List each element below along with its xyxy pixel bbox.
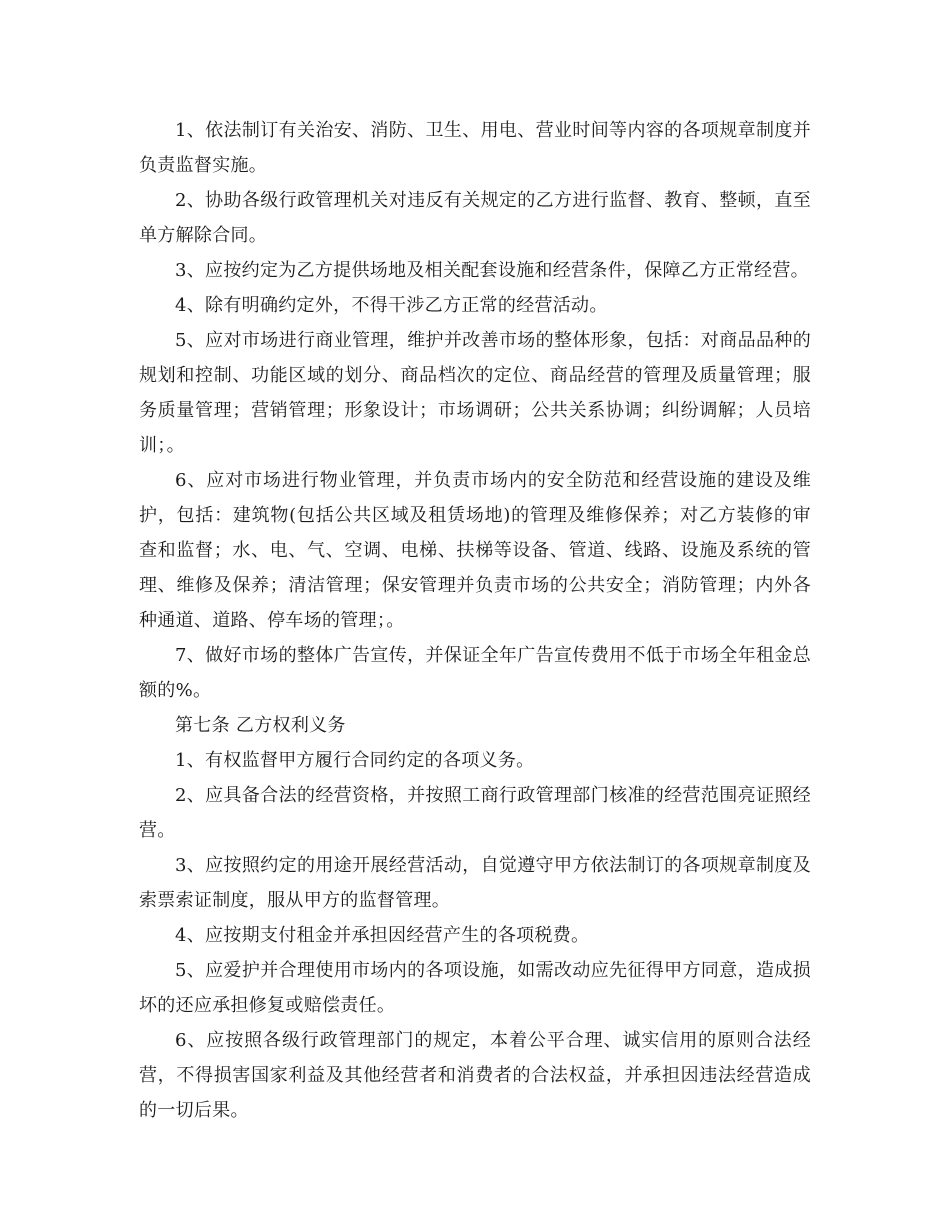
paragraph-13: 5、应爱护并合理使用市场内的各项设施，如需改动应先征得甲方同意，造成损坏的还应承担修复或赔偿责任。 (139, 960, 811, 1016)
paragraph-9: 1、有权监督甲方履行合同约定的各项义务。 (175, 750, 535, 771)
paragraph-1: 1、依法制订有关治安、消防、卫生、用电、营业时间等内容的各项规章制度并负责监督实施。 (139, 120, 811, 176)
paragraph-2: 2、协助各级行政管理机关对违反有关规定的乙方进行监督、教育、整顿，直至单方解除合同。 (139, 190, 811, 246)
paragraph-7: 7、做好市场的整体广告宣传，并保证全年广告宣传费用不低于市场全年租金总额的%。 (139, 645, 811, 701)
paragraph-12: 4、应按期支付租金并承担因经营产生的各项税费。 (175, 925, 590, 946)
paragraph-10: 2、应具备合法的经营资格，并按照工商行政管理部门核准的经营范围亮证照经营。 (139, 785, 811, 841)
paragraph-6: 6、应对市场进行物业管理，并负责市场内的安全防范和经营设施的建设及维护，包括：建筑物(包括公共区域及租赁场地)的管理及维修保养；对乙方装修的审查和监督；水、电、气、空调、电梯、扶梯等设备、管道、线路、设施及系统的管理、维修及保养；清洁管理；保安管理并负责市场的公共安全；消防管理；内外各种通道、道路、停车场的管理；。 (139, 470, 811, 631)
paragraph-11: 3、应按照约定的用途开展经营活动，自觉遵守甲方依法制订的各项规章制度及索票索证制度，服从甲方的监督管理。 (139, 855, 811, 911)
paragraph-14: 6、应按照各级行政管理部门的规定，本着公平合理、诚实信用的原则合法经营，不得损害国家利益及其他经营者和消费者的合法权益，并承担因违法经营造成的一切后果。 (139, 1030, 811, 1121)
document-body (139, 113, 811, 1128)
paragraph-3: 3、应按约定为乙方提供场地及相关配套设施和经营条件，保障乙方正常经营。 (175, 260, 809, 281)
paragraph-5: 5、应对市场进行商业管理，维护并改善市场的整体形象，包括：对商品品种的规划和控制、功能区域的划分、商品档次的定位、商品经营的管理及质量管理；服务质量管理；营销管理；形象设计；市场调研；公共关系协调；纠纷调解；人员培训；。 (139, 330, 811, 456)
section-heading: 第七条 乙方权利义务 (175, 715, 346, 736)
paragraph-4: 4、除有明确约定外，不得干涉乙方正常的经营活动。 (175, 295, 608, 316)
